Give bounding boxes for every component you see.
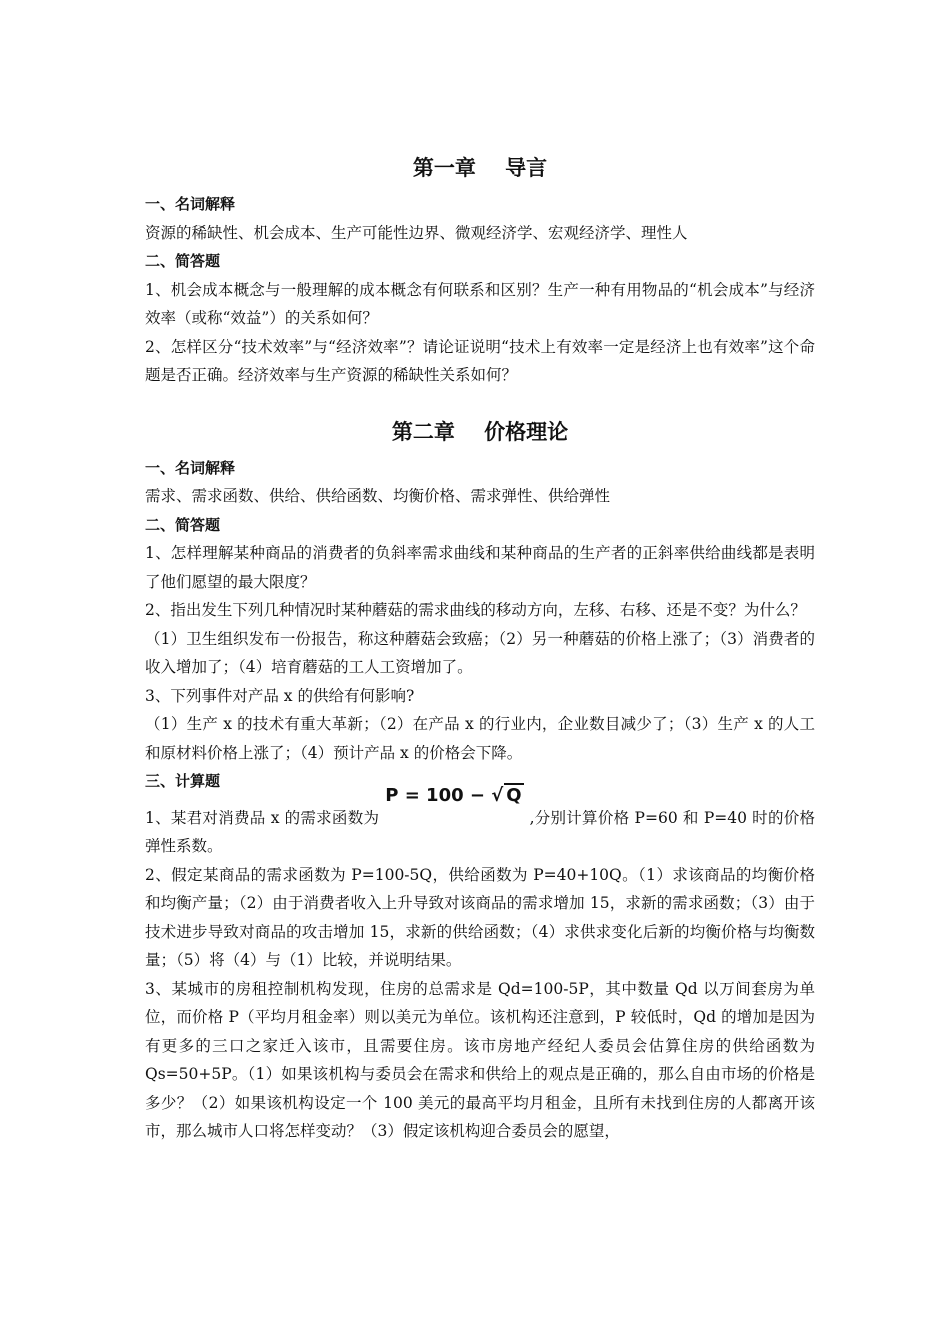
calc-question-1 — [145, 784, 815, 861]
chapter1-section2-heading: 二、简答题 — [145, 252, 221, 270]
chapter2-question-2-items: （1）卫生组织发布一份报告，称这种蘑菇会致癌；（2）另一种蘑菇的价格上涨了；（3）消费者的收入增加了；（4）培育蘑菇的工人工资增加了。 — [145, 629, 815, 676]
chapter2-section3-heading: 三、计算题 — [145, 772, 221, 790]
chapter2-question-3: 3、下列事件对产品 x 的供给有何影响? — [145, 686, 415, 705]
chapter2-question-2: 2、指出发生下列几种情况时某种蘑菇的需求曲线的移动方向，左移、右移、还是不变？为什么？ — [145, 601, 806, 619]
chapter2-section1-heading: 一、名词解释 — [145, 458, 236, 477]
sqrt-icon: √ — [491, 784, 504, 806]
calc-question-1-rest: ,分别计算价格 P=60 和 P=40 时的价格弹性系数。 — [145, 808, 815, 855]
calc-question-1-intro: 1、某君对消费品 x 的需求函数为 — [145, 808, 380, 827]
chapter1-question-1: 1、机会成本概念与一般理解的成本概念有何联系和区别？生产一种有用物品的“机会成本”与经济效率（或称“效益”）的关系如何？ — [145, 280, 815, 327]
formula-radicand: Q — [506, 784, 522, 806]
chapter1-title: 第一章 导言 — [412, 156, 548, 180]
document-page — [145, 150, 815, 1146]
chapter1-section1-heading: 一、名词解释 — [145, 195, 236, 213]
chapter2-terms: 需求、需求函数、供给、供给函数、均衡价格、需求弹性、供给弹性 — [145, 487, 611, 505]
chapter2-question-1: 1、怎样理解某种商品的消费者的负斜率需求曲线和某种商品的生产者的正斜率供给曲线都是表明了他们愿望的最大限度？ — [145, 544, 815, 591]
chapter1-question-2: 2、怎样区分“技术效率”与“经济效率”？请论证说明“技术上有效率一定是经济上也有效率”这个命题是否正确。经济效率与生产资源的稀缺性关系如何？ — [145, 337, 815, 384]
formula-left: P = 100 − — [385, 784, 492, 806]
calc-question-3: 3、某城市的房租控制机构发现，住房的总需求是 Qd=100-5P，其中数量 Qd 以万间套房为单位，而价格 P（平均月租金率）则以美元为单位。该机构还注意到，P 较低时，Qd 的增加是因为有更多的三口之家迁入该市，且需要住房。该市房地产经纪人委员会估算住房的供给函数为 Qs=50+5P。（1）如果该机构与委员会在需求和供给上的观点是正确的，那么自由市场的价格是多少？（2）如果该机构设定一个 100 美元的最高平均月租金，且所有未找到住房的人都离开该市，那么城市人口将怎样变动？（3）假定该机构迎合委员会的愿望， — [145, 979, 815, 1140]
chapter1-terms: 资源的稀缺性、机会成本、生产可能性边界、微观经济学、宏观经济学、理性人 — [145, 223, 688, 242]
chapter2-section2-heading: 二、简答题 — [145, 515, 221, 534]
calc-question-2: 2、假定某商品的需求函数为 P=100-5Q，供给函数为 P=40+10Q。（1）求该商品的均衡价格和均衡产量；（2）由于消费者收入上升导致对该商品的需求增加 15，求新的需求函数；（3）由于技术进步导致对商品的攻击增加 15，求新的供给函数；（4）求供求变化后新的均衡价格与均衡数量；（5）将（4）与（1）比较，并说明结果。 — [145, 865, 815, 969]
demand-formula — [385, 782, 523, 811]
chapter2-title: 第二章 价格理论 — [391, 419, 569, 444]
chapter2-question-3-items: （1）生产 x 的技术有重大革新；（2）在产品 x 的行业内，企业数目减少了；（3）生产 x 的人工和原材料价格上涨了；（4）预计产品 x 的价格会下降。 — [145, 715, 815, 762]
